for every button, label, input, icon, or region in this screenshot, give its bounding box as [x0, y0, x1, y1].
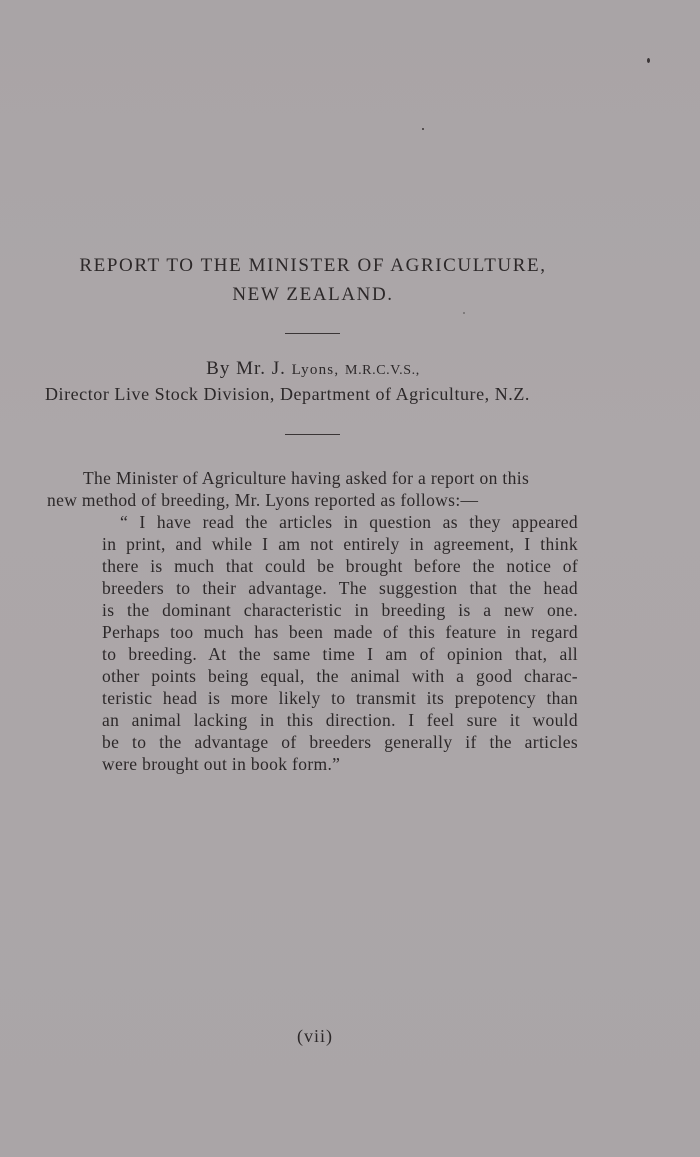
- byline-divider: [285, 434, 340, 435]
- quote-line: “ I have read the articles in question as they appeared: [120, 512, 578, 532]
- author-byline: [0, 357, 626, 382]
- quote-line: Perhaps too much has been made of this feature in regard: [102, 622, 578, 642]
- byline-prefix: By Mr. J.: [206, 358, 286, 379]
- author-name: Lyons,: [291, 362, 340, 378]
- ink-speck: [463, 312, 465, 314]
- quote-line: an animal lacking in this direction. I feel sure it would: [102, 710, 578, 730]
- quote-line: in print, and while I am not entirely in agreement, I think: [102, 534, 578, 554]
- intro-line: The Minister of Agriculture having asked for a report on this: [83, 468, 530, 488]
- ink-speck: [422, 128, 424, 130]
- author-position: Director Live Stock Division, Department of Agriculture, N.Z.: [45, 384, 530, 404]
- quote-line: other points being equal, the animal with a good charac-: [102, 666, 578, 686]
- quote-line: there is much that could be brought before the notice of: [102, 556, 578, 576]
- title-divider: [285, 333, 340, 334]
- quote-line: to breeding. At the same time I am of opinion that, all: [102, 644, 578, 664]
- quote-line: is the dominant characteristic in breeding is a new one.: [102, 600, 578, 620]
- report-title-line-1: REPORT TO THE MINISTER OF AGRICULTURE,: [79, 255, 547, 276]
- ink-speck: [647, 58, 650, 63]
- quote-line: be to the advantage of breeders generally if the articles: [102, 732, 578, 752]
- quote-line: teristic head is more likely to transmit its prepotency than: [102, 688, 578, 708]
- author-credentials: M.R.C.V.S.,: [345, 363, 420, 378]
- quote-line: were brought out in book form.”: [102, 754, 341, 774]
- page-number: (vii): [297, 1026, 333, 1046]
- report-title-line-2: NEW ZEALAND.: [232, 284, 394, 305]
- intro-line: new method of breeding, Mr. Lyons reported as follows:—: [47, 490, 479, 510]
- quote-line: breeders to their advantage. The suggestion that the head: [102, 578, 578, 598]
